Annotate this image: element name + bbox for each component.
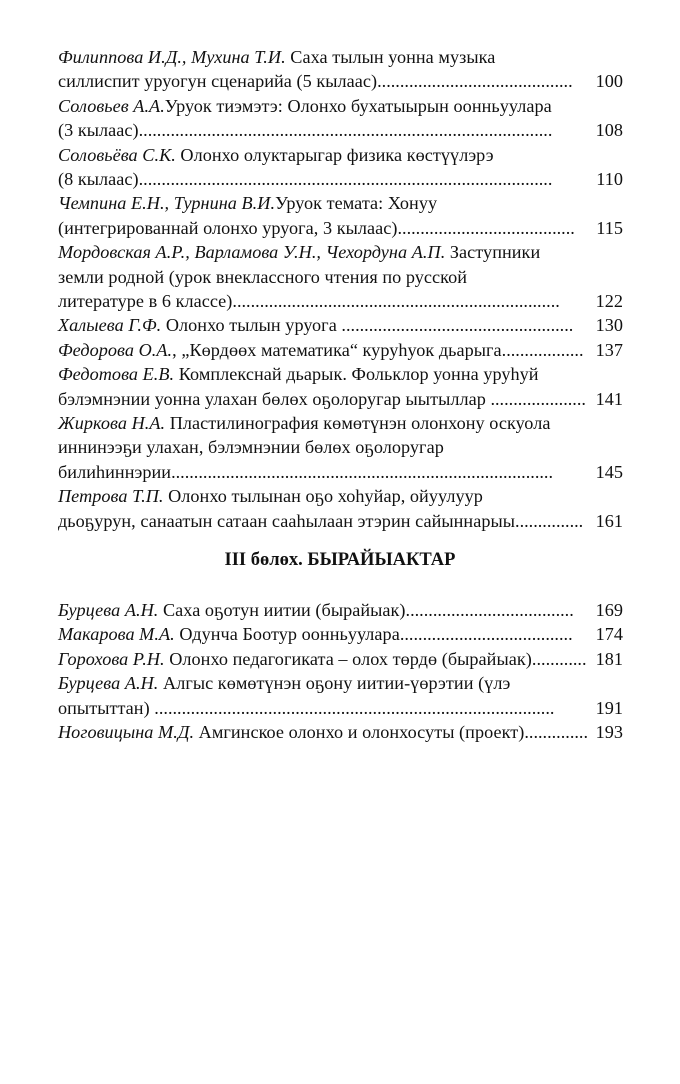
toc-entry-line	[58, 647, 623, 671]
toc-entry-line	[58, 338, 623, 362]
toc-entry-text: Макарова М.А. Одунча Боотур оонньуулара	[58, 624, 400, 645]
toc-entry-text: Соловьев А.А.Уруок тиэмэтэ: Олонхо бухатыырын оонньуулара	[58, 95, 552, 116]
page-number: 191	[595, 697, 623, 718]
page-number: 169	[595, 600, 623, 620]
toc-entry-line	[58, 484, 623, 508]
toc-entry-text: (3 кылаас)	[58, 120, 139, 141]
toc-entry-line	[58, 216, 623, 240]
toc-entry-line	[58, 167, 623, 191]
dot-leader: .....................	[490, 388, 586, 409]
page-number: 193	[595, 722, 623, 742]
toc-entry-line	[58, 362, 623, 386]
page-number: 145	[595, 461, 623, 482]
toc-entry-text: Бурцева А.Н. Алгыс көмөтүнэн оҕону иитии-үөрэтии (үлэ	[58, 673, 511, 694]
toc-entry-text: Федорова О.А., „Көрдөөх математика“ куруһуок дьарыга	[58, 339, 502, 360]
toc-entry-text: силлиспит уруогун сценарийа (5 кылаас)	[58, 71, 378, 92]
toc-entry-line	[58, 313, 623, 337]
toc-entry-line	[58, 460, 623, 484]
toc-entry-line	[58, 696, 623, 720]
toc-entry-line	[58, 671, 623, 695]
page-number: 100	[595, 71, 623, 92]
toc-entry-line	[58, 240, 623, 264]
toc-entry-text: литературе в 6 классе)	[58, 291, 233, 311]
page-number: 161	[595, 510, 623, 531]
dot-leader: ...............	[515, 510, 584, 531]
toc-entry-line	[58, 94, 623, 118]
toc-entry-text: Горохова Р.Н. Олонхо педагогиката – олох төрдө (бырайыак)..	[58, 648, 542, 669]
toc-entry-text: земли родной (урок внеклассного чтения по русской	[58, 266, 468, 287]
toc-entry-line	[58, 598, 623, 622]
toc-entry-line	[58, 265, 623, 289]
toc-entry-line	[58, 387, 623, 411]
page-number: 122	[595, 291, 623, 311]
toc-entry-text: Халыева Г.Ф. Олонхо тылын уруога	[58, 315, 342, 336]
dot-leader: ....................................................................................	[171, 461, 553, 482]
dot-leader: ..........	[541, 648, 587, 669]
dot-leader: ..................	[501, 339, 584, 360]
toc-entry-text: Петрова Т.П. Олонхо тылынан оҕо хоһуйар, ойуулуур	[58, 486, 483, 507]
toc-entry-text: (интегрированнай олонхо уруога, 3 кылаас)	[58, 217, 398, 238]
page-number: 141	[595, 388, 623, 409]
dot-leader: ...................................................	[341, 315, 574, 336]
dot-leader: ........................................................................................	[154, 697, 555, 718]
toc-entry-line	[58, 45, 623, 69]
toc-entry-line	[58, 622, 623, 646]
toc-entry-line	[58, 411, 623, 435]
toc-entry-text: Жиркова Н.А. Пластилинография көмөтүнэн олонхону оскуола	[58, 413, 551, 433]
section-heading: III бөлөх. БЫРАЙЫАКТАР	[224, 550, 456, 570]
page-number: 137	[595, 339, 623, 360]
toc-entry-text: дьоҕурун, санаатын сатаан сааһылаан этэрин сайыннарыы	[58, 510, 516, 531]
toc-entry-text: Ноговицына М.Д. Амгинское олонхо и олонхосуты (проект)	[58, 722, 525, 742]
page-number: 181	[595, 648, 623, 669]
toc-entry-text: Бурцева А.Н. Саха оҕотун иитии (бырайыак)	[58, 600, 406, 620]
dot-leader: ........................................................................	[232, 291, 560, 311]
page-number: 110	[596, 169, 623, 189]
toc-entry-text: билиһиннэрии	[58, 461, 172, 482]
dot-leader: ..............	[524, 722, 588, 742]
toc-entry-line	[58, 435, 623, 459]
page-number: 115	[596, 217, 623, 238]
toc-entry-line	[58, 143, 623, 167]
toc-entry-text: Чемпина Е.Н., Турнина В.И.Уруок темата: Хонуу	[58, 193, 438, 214]
toc-entry-text: иннинээҕи улахан, бэлэмнэнии бөлөх оҕолоругар	[58, 437, 444, 458]
dot-leader: ...........................................................................................	[138, 120, 553, 141]
toc-entry-line	[58, 289, 623, 313]
toc-entry-line	[58, 720, 623, 744]
toc-entry-text: Соловьёва С.К. Олонхо олуктарыгар физика көстүүлэрэ	[58, 144, 494, 165]
dot-leader: ...........................................................................................	[138, 169, 553, 189]
toc-entry-line	[58, 69, 623, 93]
toc-entry-line	[58, 191, 623, 215]
toc-entry-line	[58, 509, 623, 533]
dot-leader: ...........................................	[377, 71, 573, 92]
page-number: 130	[595, 315, 623, 336]
toc-entry-text: (8 кылаас)	[58, 169, 139, 189]
toc-entry-text: бэлэмнэнии уонна улахан бөлөх оҕолоругар ыытыллар	[58, 388, 491, 409]
toc-entry-text: опытыттан)	[58, 697, 155, 718]
page-number: 174	[595, 624, 623, 645]
toc-entry-text: Федотова Е.В. Комплекснай дьарык. Фольклор уонна уруһуй	[58, 364, 539, 385]
dot-leader: .....................................	[405, 600, 574, 620]
dot-leader: .......................................	[397, 217, 575, 238]
toc-entry-text: Мордовская А.Р., Варламова У.Н., Чехордуна А.П. Заступники	[58, 242, 541, 263]
toc-entry-line	[58, 118, 623, 142]
page-number: 108	[595, 120, 623, 141]
dot-leader: ......................................	[399, 624, 573, 645]
toc-entry-text: Филиппова И.Д., Мухина Т.И. Саха тылын уонна музыка	[58, 47, 496, 67]
